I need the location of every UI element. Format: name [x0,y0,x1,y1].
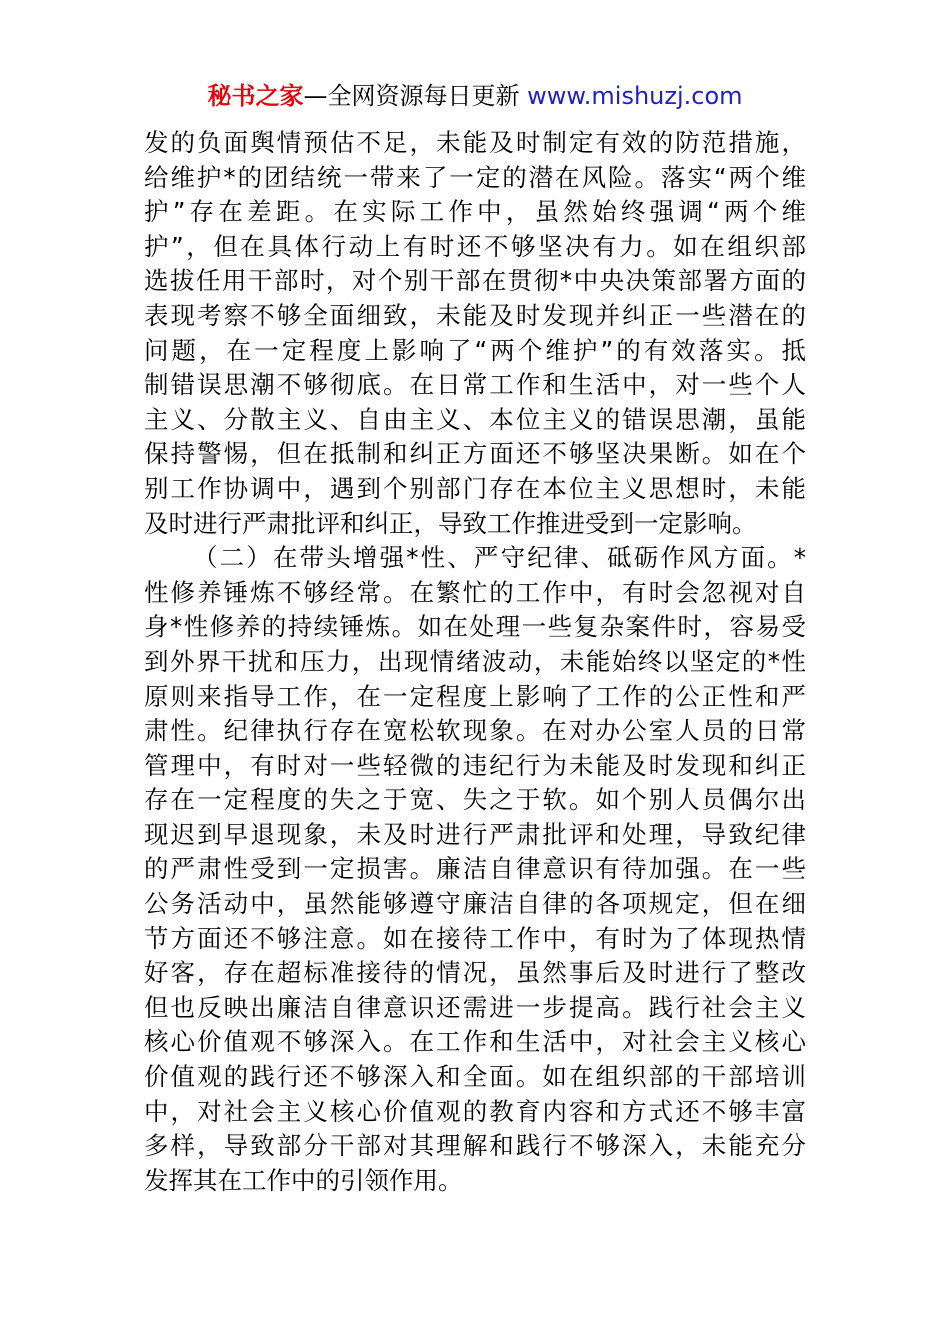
body-line: 公务活动中，虽然能够遵守廉洁自律的各项规定，但在细 [144,889,806,919]
body-line: 保持警惕，但在抵制和纠正方面还不够坚决果断。如在个 [144,439,806,469]
body-line: 别工作协调中，遇到个别部门存在本位主义思想时，未能 [144,473,806,503]
body-line: 主义、分散主义、自由主义、本位主义的错误思潮，虽能 [144,404,806,434]
body-line: 及时进行严肃批评和纠正，导致工作推进受到一定影响。 [144,508,757,538]
body-line: 核心价值观不够深入。在工作和生活中，对社会主义核心 [144,1027,806,1057]
body-line: 给维护*的团结统一带来了一定的潜在风险。落实“两个维 [144,162,806,192]
body-line: 管理中，有时对一些轻微的违纪行为未能及时发现和纠正 [144,750,806,780]
body-line: 价值观的践行还不够深入和全面。如在组织部的干部培训 [144,1062,806,1092]
site-tagline: —全网资源每日更新 [303,82,528,110]
body-line: 但也反映出廉洁自律意识还需进一步提高。践行社会主义 [144,992,806,1022]
body-line: 身*性修养的持续锤炼。如在处理一些复杂案件时，容易受 [144,612,806,642]
body-line: 选拔任用干部时，对个别干部在贯彻*中央决策部署方面的 [144,266,806,296]
body-line: 原则来指导工作，在一定程度上影响了工作的公正性和严 [144,681,806,711]
site-brand: 秘书之家 [207,82,304,110]
body-line: 多样，导致部分干部对其理解和践行不够深入，未能充分 [144,1131,806,1161]
body-line: 存在一定程度的失之于宽、失之于软。如个别人员偶尔出 [144,785,806,815]
body-line: 表现考察不够全面细致，未能及时发现并纠正一些潜在的 [144,300,806,330]
body-line: 到外界干扰和压力，出现情绪波动，未能始终以坚定的*性 [144,646,806,676]
body-line: 节方面还不够注意。如在接待工作中，有时为了体现热情 [144,923,806,953]
body-line: 性修养锤炼不够经常。在繁忙的工作中，有时会忽视对自 [144,577,806,607]
body-line: 现迟到早退现象，未及时进行严肃批评和处理，导致纪律 [144,819,806,849]
site-header [0,80,950,112]
body-line: 中，对社会主义核心价值观的教育内容和方式还不够丰富 [144,1096,806,1126]
document-body [144,126,806,1198]
body-line: 护”存在差距。在实际工作中，虽然始终强调“两个维 [144,197,806,227]
body-line: 肃性。纪律执行存在宽松软现象。在对办公室人员的日常 [144,716,806,746]
section-heading-line: （二）在带头增强*性、严守纪律、砥砺作风方面。* [193,543,806,573]
body-line: 的严肃性受到一定损害。廉洁自律意识有待加强。在一些 [144,854,806,884]
body-line: 好客，存在超标准接待的情况，虽然事后及时进行了整改 [144,958,806,988]
site-url-link[interactable]: www.mishuzj.com [527,82,743,110]
body-line: 问题，在一定程度上影响了“两个维护”的有效落实。抵 [144,335,806,365]
body-line: 发的负面舆情预估不足，未能及时制定有效的防范措施， [144,128,806,157]
body-line: 制错误思潮不够彻底。在日常工作和生活中，对一些个人 [144,370,806,400]
body-line: 发挥其在工作中的引领作用。 [144,1165,463,1195]
body-line: 护”，但在具体行动上有时还不够坚决有力。如在组织部 [144,231,806,261]
